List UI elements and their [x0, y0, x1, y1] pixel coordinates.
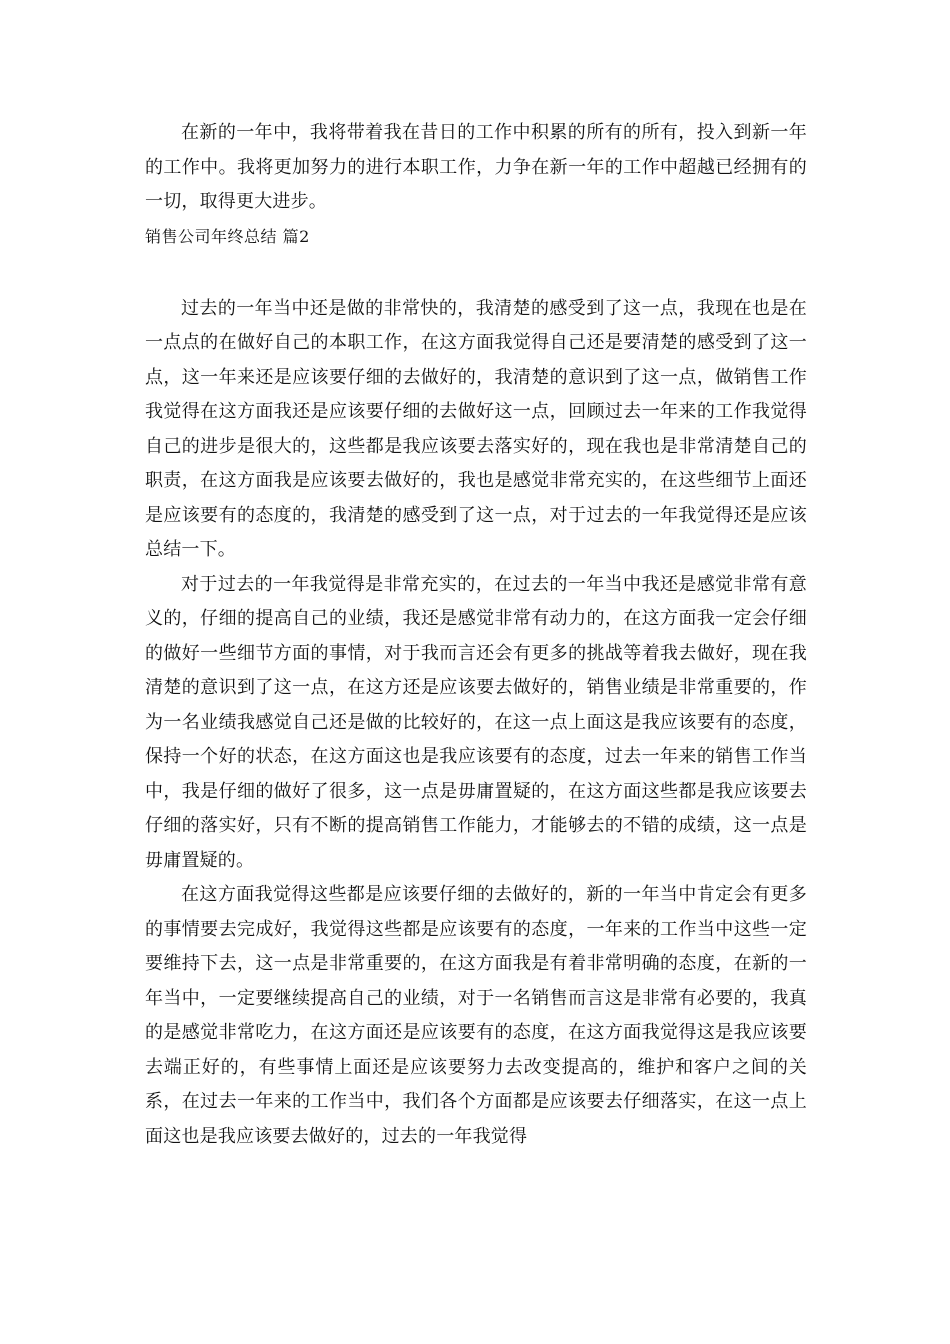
body-paragraph-2: 对于过去的一年我觉得是非常充实的，在过去的一年当中我还是感觉非常有意义的，仔细的提高自己的业绩，我还是感觉非常有动力的，在这方面我一定会仔细的做好一些细节方面的事情，对于我而言还会有更多的挑战等着我去做好，现在我清楚的意识到了这一点，在这方还是应该要去做好的，销售业绩是非常重要的，作为一名业绩我感觉自己还是做的比较好的，在这一点上面这是我应该要有的态度，保持一个好的状态，在这方面这也是我应该要有的态度，过去一年来的销售工作当中，我是仔细的做好了很多，这一点是毋庸置疑的，在这方面这些都是我应该要去仔细的落实好，只有不断的提高销售工作能力，才能够去的不错的成绩，这一点是毋庸置疑的。 — [145, 573, 807, 871]
intro-paragraph: 在新的一年中，我将带着我在昔日的工作中积累的所有的所有，投入到新一年的工作中。我将更加努力的进行本职工作，力争在新一年的工作中超越已经拥有的一切，取得更大进步。 — [145, 122, 807, 212]
section-title: 销售公司年终总结 篇2 — [145, 226, 310, 246]
body-paragraph-1: 过去的一年当中还是做的非常快的，我清楚的感受到了这一点，我现在也是在一点点的在做好自己的本职工作，在这方面我觉得自己还是要清楚的感受到了这一点，这一年来还是应该要仔细的去做好的，我清楚的意识到了这一点，做销售工作我觉得在这方面我还是应该要仔细的去做好这一点，回顾过去一年来的工作我觉得自己的进步是很大的，这些都是我应该要去落实好的，现在我也是非常清楚自己的职责，在这方面我是应该要去做好的，我也是感觉非常充实的，在这些细节上面还是应该要有的态度的，我清楚的感受到了这一点，对于过去的一年我觉得还是应该总结一下。 — [145, 297, 807, 560]
body-paragraph-3: 在这方面我觉得这些都是应该要仔细的去做好的，新的一年当中肯定会有更多的事情要去完成好，我觉得这些都是应该要有的态度，一年来的工作当中这些一定要维持下去，这一点是非常重要的，在这方面我是有着非常明确的态度，在新的一年当中，一定要继续提高自己的业绩，对于一名销售而言这是非常有必要的，我真的是感觉非常吃力，在这方面还是应该要有的态度，在这方面我觉得这是我应该要去端正好的，有些事情上面还是应该要努力去改变提高的，维护和客户之间的关系，在过去一年来的工作当中，我们各个方面都是应该要去仔细落实，在这一点上面这也是我应该要去做好的，过去的一年我觉得 — [145, 884, 807, 1147]
document-content — [145, 116, 807, 1154]
